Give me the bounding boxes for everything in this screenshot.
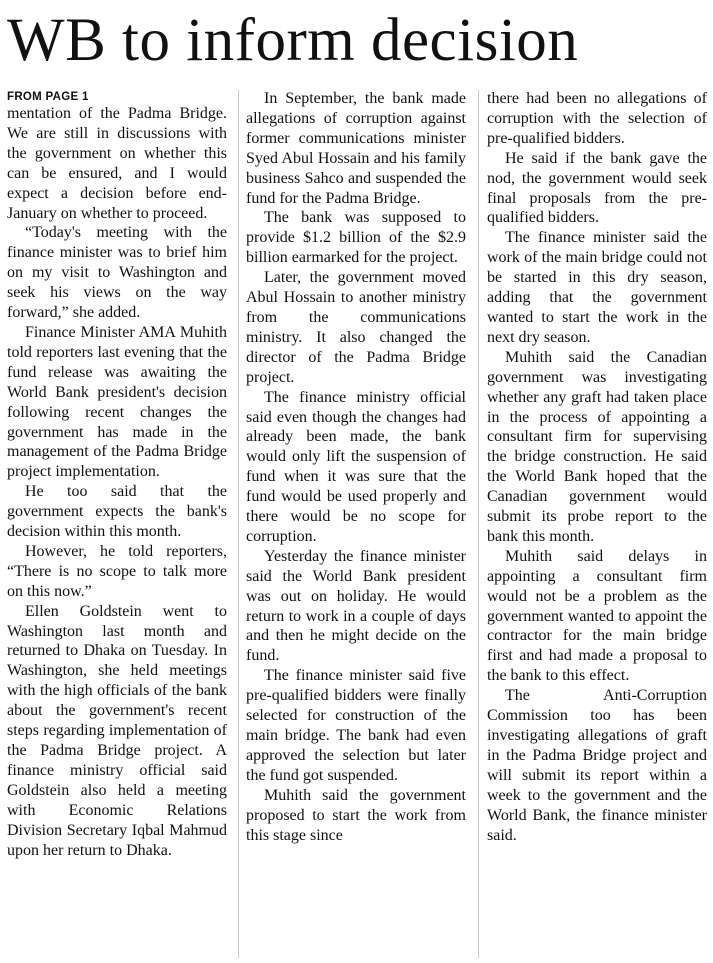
paragraph: Later, the government moved Abul Hossain to another ministry from the communications ministry. It also changed the director of the Padma Bridge project. bbox=[246, 269, 466, 386]
paragraph: Yesterday the finance minister said the World Bank president was out on holiday. He would return to work in a couple of days and then he might decide on the fund. bbox=[246, 547, 466, 665]
paragraph: Finance Minister AMA Muhith told reporters last evening that the fund release was awaiting the World Bank president's decision following recent changes the government has made in the management of the Padma Bridge project implementation. bbox=[7, 323, 227, 481]
article-column-2 bbox=[246, 89, 466, 845]
paragraph: The finance ministry official said even though the changes had already been made, the bank would only lift the suspension of fund when it was sure that the fund would be used properly and there would be no scope for corruption. bbox=[246, 388, 466, 545]
paragraph: However, he told reporters, “There is no scope to talk more on this now.” bbox=[7, 542, 227, 600]
paragraph: The Anti-Corruption Commission too has been investigating allegations of graft in the Padma Bridge project and will submit its report within a week to the government and the World Bank, the finance minister said. bbox=[487, 687, 707, 844]
paragraph: The bank was supposed to provide $1.2 billion of the $2.9 billion earmarked for the project. bbox=[246, 209, 466, 267]
paragraph: He too said that the government expects the bank's decision within this month. bbox=[7, 483, 227, 541]
paragraph: The finance minister said the work of the main bridge could not be started in this dry season, adding that the government wanted to start the work in the next dry season. bbox=[487, 229, 707, 346]
column-divider bbox=[238, 90, 239, 958]
paragraph: there had been no allegations of corruption with the selection of pre-qualified bidders. bbox=[487, 90, 707, 147]
paragraph: He said if the bank gave the nod, the government would seek final proposals from the pre-qualified bidders. bbox=[487, 149, 707, 227]
paragraph: mentation of the Padma Bridge. We are still in discussions with the government on whether this can be ensured, and I would expect a decision before end-January on whether to proceed. bbox=[7, 105, 227, 222]
paragraph: Ellen Goldstein went to Washington last month and returned to Dhaka on Tuesday. In Washington, she held meetings with the high officials of the bank about the government's recent steps regarding implementation of the Padma Bridge project. A finance ministry official said Goldstein also held a meeting with Economic Relations Division Secretary Iqbal Mahmud upon her return to Dhaka. bbox=[7, 602, 227, 859]
article-column-3 bbox=[487, 89, 707, 845]
paragraph: “Today's meeting with the finance minister was to brief him on my visit to Washington and seek his views on the way forward,” she added. bbox=[7, 224, 227, 322]
paragraph: Muhith said the government proposed to start the work from this stage since bbox=[246, 786, 466, 844]
column-divider bbox=[478, 90, 479, 958]
paragraph: In September, the bank made allegations of corruption against former communications minister Syed Abul Hossain and his family business Sahco and suspended the fund for the Padma Bridge. bbox=[246, 90, 466, 207]
continuation-label: FROM PAGE 1 bbox=[7, 91, 89, 103]
paragraph: Muhith said the Canadian government was investigating whether any graft had taken place in the process of appointing a consultant firm for supervising the bridge construction. He said the World Bank hoped that the Canadian government would submit its probe report to the bank this month. bbox=[487, 348, 707, 545]
paragraph: The finance minister said five pre-qualified bidders were finally selected for construction of the main bridge. The bank had even approved the selection but later the fund got suspended. bbox=[246, 667, 466, 784]
article-column-1 bbox=[7, 104, 227, 860]
headline: WB to inform decision bbox=[7, 7, 579, 74]
paragraph: Muhith said delays in appointing a consultant firm would not be a problem as the government wanted to appoint the contractor for the main bridge first and had made a proposal to the bank to this effect. bbox=[487, 547, 707, 685]
